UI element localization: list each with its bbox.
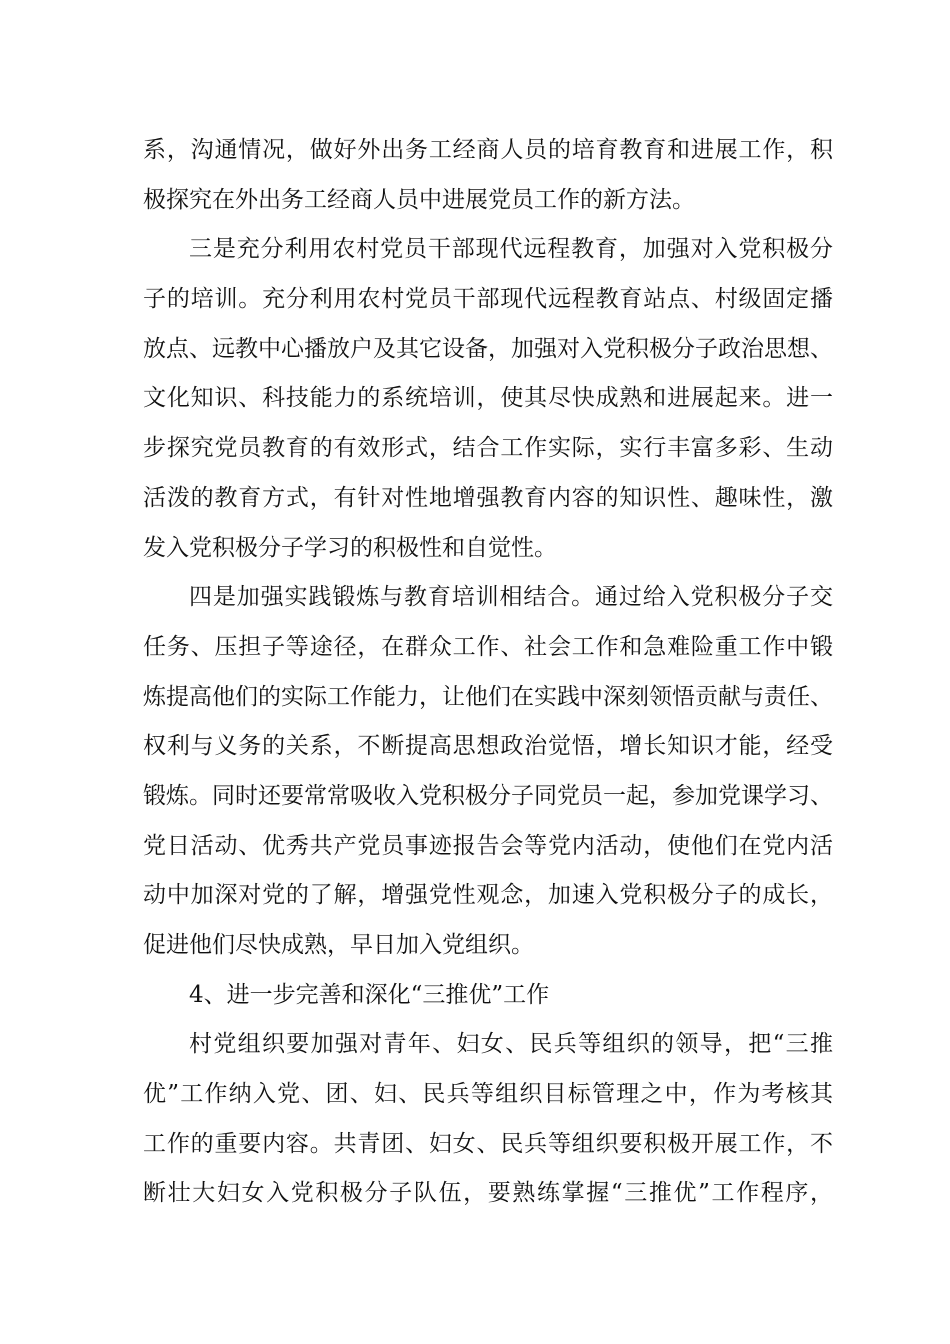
text-line: 锻炼。同时还要常常吸收入党积极分子同党员一起，参加党课学习、 — [143, 782, 833, 809]
text-line: 村党组织要加强对青年、妇女、民兵等组织的领导，把“三推 — [189, 1031, 833, 1058]
text-line: 促进他们尽快成熟，早日加入党组织。 — [143, 932, 534, 958]
text-line: 4、进一步完善和深化“三推优”工作 — [189, 981, 550, 1008]
document-body — [143, 126, 833, 1219]
text-line: 极探究在外出务工经商人员中进展党员工作的新方法。 — [143, 186, 695, 213]
text-line: 放点、远教中心播放户及其它设备，加强对入党积极分子政治思想、 — [143, 335, 833, 362]
text-line: 动中加深对党的了解，增强党性观念，加速入党积极分子的成长， — [143, 882, 833, 909]
text-line: 权利与义务的关系，不断提高思想政治觉悟，增长知识才能，经受 — [143, 733, 833, 760]
text-line: 优”工作纳入党、团、妇、民兵等组织目标管理之中，作为考核其 — [143, 1081, 833, 1108]
text-line: 活泼的教育方式，有针对性地增强教育内容的知识性、趣味性，激 — [143, 484, 833, 511]
text-line: 子的培训。充分利用农村党员干部现代远程教育站点、村级固定播 — [143, 286, 833, 313]
text-line: 发入党积极分子学习的积极性和自觉性。 — [143, 534, 557, 561]
text-line: 文化知识、科技能力的系统培训，使其尽快成熟和进展起来。进一 — [143, 385, 833, 412]
text-line: 断壮大妇女入党积极分子队伍，要熟练掌握“三推优”工作程序， — [143, 1180, 833, 1207]
text-line: 任务、压担子等途径，在群众工作、社会工作和急难险重工作中锻 — [143, 633, 833, 660]
text-line: 三是充分利用农村党员干部现代远程教育，加强对入党积极分 — [189, 236, 833, 263]
text-line: 党日活动、优秀共产党员事迹报告会等党内活动，使他们在党内活 — [143, 832, 833, 859]
text-line: 步探究党员教育的有效形式，结合工作实际，实行丰富多彩、生动 — [143, 435, 833, 462]
text-line: 四是加强实践锻炼与教育培训相结合。通过给入党积极分子交 — [189, 584, 833, 611]
text-line: 系，沟通情况，做好外出务工经商人员的培育教育和进展工作，积 — [143, 137, 833, 163]
text-line: 炼提高他们的实际工作能力，让他们在实践中深刻领悟贡献与责任、 — [143, 683, 833, 710]
text-line: 工作的重要内容。共青团、妇女、民兵等组织要积极开展工作，不 — [143, 1130, 833, 1157]
